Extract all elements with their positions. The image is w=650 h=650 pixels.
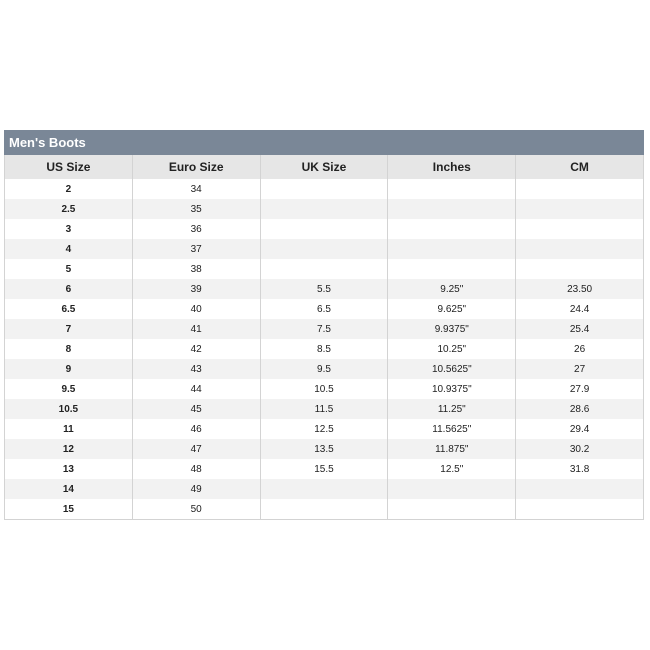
header-euro-size: Euro Size [132,155,260,179]
cell-cm [516,219,644,239]
cell-uk-size [260,259,388,279]
cell-us-size: 6 [5,279,133,299]
cell-inches: 11.875" [388,439,516,459]
cell-inches [388,199,516,219]
table-row [5,439,644,459]
cell-cm: 25.4 [516,319,644,339]
cell-inches [388,259,516,279]
cell-us-size: 10.5 [5,399,133,419]
cell-us-size: 12 [5,439,133,459]
header-inches: Inches [388,155,516,179]
size-chart [4,130,644,520]
cell-uk-size [260,239,388,259]
table-row [5,199,644,219]
cell-us-size: 2 [5,179,133,199]
cell-us-size: 14 [5,479,133,499]
table-row [5,279,644,299]
table-row [5,379,644,399]
cell-us-size: 9 [5,359,133,379]
cell-inches: 9.25" [388,279,516,299]
header-cm: CM [516,155,644,179]
cell-uk-size [260,479,388,499]
cell-inches [388,479,516,499]
table-row [5,499,644,520]
cell-us-size: 9.5 [5,379,133,399]
cell-inches: 9.625" [388,299,516,319]
cell-uk-size: 6.5 [260,299,388,319]
cell-euro-size: 50 [132,499,260,520]
cell-uk-size: 15.5 [260,459,388,479]
cell-inches: 10.25" [388,339,516,359]
cell-euro-size: 43 [132,359,260,379]
header-uk-size: UK Size [260,155,388,179]
cell-uk-size [260,199,388,219]
cell-us-size: 7 [5,319,133,339]
cell-euro-size: 34 [132,179,260,199]
cell-inches [388,219,516,239]
cell-uk-size: 9.5 [260,359,388,379]
cell-cm: 26 [516,339,644,359]
cell-inches: 11.25" [388,399,516,419]
cell-uk-size: 13.5 [260,439,388,459]
cell-uk-size [260,499,388,520]
cell-euro-size: 48 [132,459,260,479]
cell-euro-size: 46 [132,419,260,439]
cell-us-size: 5 [5,259,133,279]
cell-uk-size [260,219,388,239]
table-row [5,419,644,439]
cell-cm [516,259,644,279]
cell-cm [516,479,644,499]
cell-cm [516,199,644,219]
cell-euro-size: 38 [132,259,260,279]
cell-us-size: 11 [5,419,133,439]
cell-inches: 11.5625" [388,419,516,439]
cell-cm [516,499,644,520]
cell-euro-size: 35 [132,199,260,219]
cell-inches [388,179,516,199]
table-row [5,299,644,319]
cell-us-size: 8 [5,339,133,359]
cell-cm: 27.9 [516,379,644,399]
cell-uk-size [260,179,388,199]
header-row [5,155,644,179]
cell-euro-size: 49 [132,479,260,499]
cell-euro-size: 44 [132,379,260,399]
table-row [5,239,644,259]
cell-cm [516,239,644,259]
table-row [5,179,644,199]
cell-euro-size: 42 [132,339,260,359]
cell-us-size: 6.5 [5,299,133,319]
table-row [5,259,644,279]
size-table [4,155,644,520]
cell-uk-size: 5.5 [260,279,388,299]
table-row [5,219,644,239]
header-us-size: US Size [5,155,133,179]
cell-euro-size: 36 [132,219,260,239]
cell-cm: 23.50 [516,279,644,299]
cell-us-size: 3 [5,219,133,239]
cell-euro-size: 40 [132,299,260,319]
cell-uk-size: 8.5 [260,339,388,359]
cell-uk-size: 7.5 [260,319,388,339]
cell-inches [388,239,516,259]
cell-inches: 9.9375" [388,319,516,339]
cell-cm: 29.4 [516,419,644,439]
cell-inches [388,499,516,520]
cell-cm: 24.4 [516,299,644,319]
cell-euro-size: 45 [132,399,260,419]
cell-us-size: 15 [5,499,133,520]
table-row [5,319,644,339]
cell-cm: 30.2 [516,439,644,459]
cell-us-size: 2.5 [5,199,133,219]
table-row [5,359,644,379]
cell-inches: 10.9375" [388,379,516,399]
cell-cm: 28.6 [516,399,644,419]
cell-uk-size: 11.5 [260,399,388,419]
table-row [5,459,644,479]
cell-uk-size: 10.5 [260,379,388,399]
cell-euro-size: 41 [132,319,260,339]
table-row [5,339,644,359]
cell-inches: 10.5625" [388,359,516,379]
cell-us-size: 13 [5,459,133,479]
cell-cm: 31.8 [516,459,644,479]
cell-us-size: 4 [5,239,133,259]
table-body [5,179,644,520]
cell-euro-size: 39 [132,279,260,299]
cell-uk-size: 12.5 [260,419,388,439]
cell-euro-size: 37 [132,239,260,259]
table-title: Men's Boots [4,130,644,155]
cell-inches: 12.5" [388,459,516,479]
table-row [5,479,644,499]
table-row [5,399,644,419]
cell-cm: 27 [516,359,644,379]
cell-cm [516,179,644,199]
cell-euro-size: 47 [132,439,260,459]
